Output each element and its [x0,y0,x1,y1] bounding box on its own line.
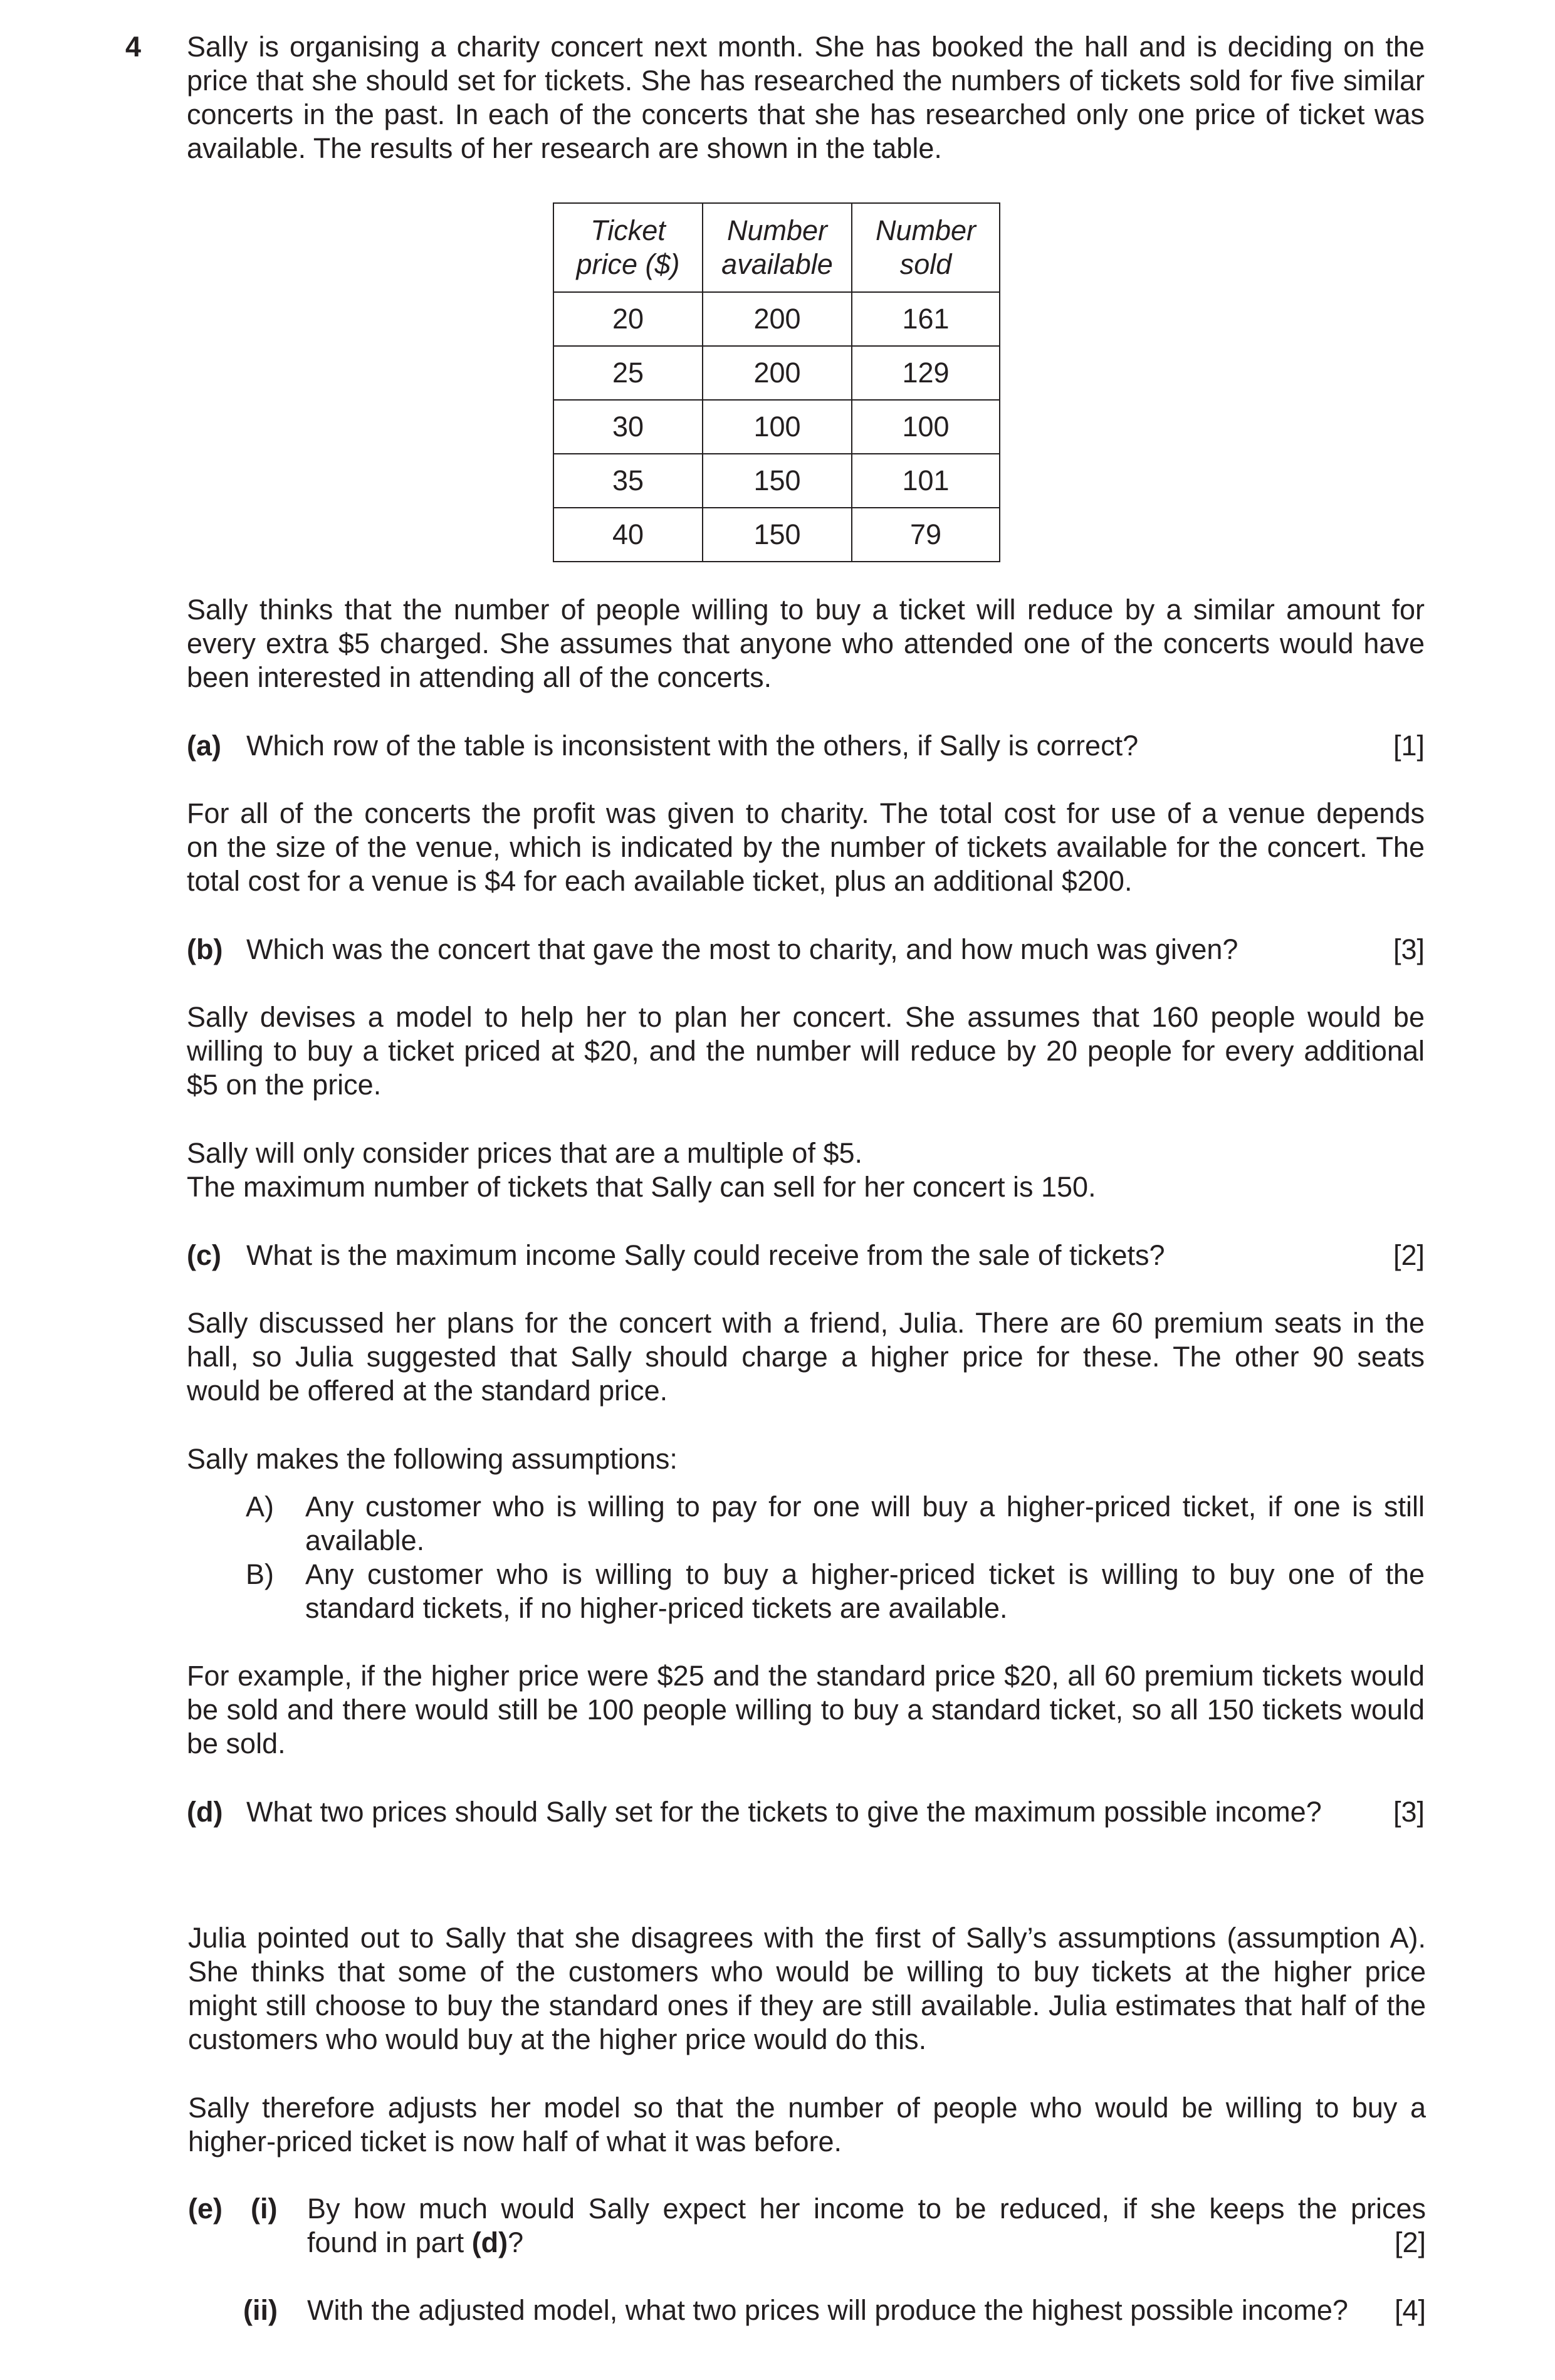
question-label: (b) [187,933,223,965]
table-cell: 150 [703,454,852,508]
text-line: available. [305,1524,425,1556]
text-line: Sally discussed her plans for the concert with a friend, Julia. There are 60 premium seats in the [187,1307,1425,1339]
table-cell: 40 [553,508,703,562]
table-header-row [553,203,1000,292]
text-line: Sally devises a model to help her to plan her concert. She assumes that 160 people would be [187,1001,1425,1033]
question-number: 4 [125,31,142,63]
text-line: The maximum number of tickets that Sally can sell for her concert is 150. [187,1171,1096,1203]
text-line: customers who would buy at the higher price would do this. [188,2023,927,2055]
text-line: concerts in the past. In each of the concerts that she has researched only one price of ticket was [187,98,1425,130]
text-line: $5 on the price. [187,1069,382,1101]
table-cell: 35 [553,454,703,508]
text-line: might still choose to buy the standard ones if they are still available. Julia estimates that half of the [188,1989,1426,2021]
paragraph-adjusted-model [188,2091,1426,2159]
question-label: (a) [187,730,221,762]
question-marks: [1] [1393,730,1425,762]
text-line: Sally is organising a charity concert next month. She has booked the hall and is deciding on the [187,31,1425,63]
table-cell: 30 [553,400,703,454]
text-line: She thinks that some of the customers who would be willing to buy tickets at the higher price [188,1956,1426,1988]
question-text: What is the maximum income Sally could receive from the sale of tickets? [246,1239,1165,1271]
table-row [553,346,1000,400]
table-cell: 100 [852,400,1000,454]
question-marks: [3] [1393,1796,1425,1828]
question-text: Which row of the table is inconsistent with the others, if Sally is correct? [246,730,1139,762]
text-line: every extra $5 charged. She assumes that anyone who attended one of the concerts would have [187,627,1425,659]
question-sub-label: (ii) [243,2294,278,2326]
text-line: By how much would Sally expect her income to be reduced, if she keeps the prices [307,2193,1426,2225]
text-line: willing to buy a ticket priced at $20, and the number will reduce by 20 people for every additional [187,1035,1425,1067]
ticket-research-table [553,202,1000,562]
question-text: Which was the concert that gave the most to charity, and how much was given? [246,933,1238,965]
table-cell: 100 [703,400,852,454]
paragraph-example [187,1659,1425,1761]
text-line: total cost for a venue is $4 for each available ticket, plus an additional $200. [187,865,1133,897]
header-number-available: Number available [703,203,852,292]
table-cell: 200 [703,292,852,346]
question-label: (c) [187,1239,221,1271]
question-marks: [4] [1394,2294,1426,2326]
text-line: be sold. [187,1727,286,1759]
header-number-sold: Number sold [852,203,1000,292]
paragraph-constraints [187,1136,1425,1204]
paragraph-sally-thinks [187,593,1425,695]
table-cell: 150 [703,508,852,562]
paragraph-julia-disagrees [188,1921,1426,2057]
question-label: (d) [187,1796,223,1828]
text-line: found in part (d)? [307,2226,524,2258]
text-line: be sold and there would still be 100 people willing to buy a standard ticket, so all 150 tickets would [187,1694,1425,1726]
text-line: standard tickets, if no higher-priced tickets are available. [305,1592,1008,1624]
table-row [553,454,1000,508]
table-cell: 129 [852,346,1000,400]
text-line: Sally will only consider prices that are a multiple of $5. [187,1137,863,1169]
table-cell: 200 [703,346,852,400]
paragraph-julia [187,1306,1425,1408]
text-line: Any customer who is willing to pay for one will buy a higher-priced ticket, if one is still [305,1491,1425,1523]
table-cell: 20 [553,292,703,346]
text-line: For example, if the higher price were $25 and the standard price $20, all 60 premium tickets would [187,1660,1425,1692]
paragraph-assumptions-intro [187,1442,1425,1476]
question-text: What two prices should Sally set for the tickets to give the maximum possible income? [246,1796,1322,1828]
question-e-i [307,2192,1426,2260]
question-text: With the adjusted model, what two prices will produce the highest possible income? [307,2294,1348,2326]
text-line: would be offered at the standard price. [187,1375,668,1407]
text-line: available. The results of her research are shown in the table. [187,132,942,164]
table-cell: 101 [852,454,1000,508]
table-cell: 161 [852,292,1000,346]
assumption-label: B) [246,1558,274,1590]
question-marks: [3] [1393,933,1425,965]
table-cell: 25 [553,346,703,400]
text-line: on the size of the venue, which is indicated by the number of tickets available for the concert. The [187,831,1425,863]
assumption-label: A) [246,1491,274,1523]
table-cell: 79 [852,508,1000,562]
header-ticket-price: Ticket price ($) [553,203,703,292]
text-line: hall, so Julia suggested that Sally should charge a higher price for these. The other 90 seats [187,1341,1425,1373]
paragraph-venue-cost [187,797,1425,898]
question-marks: [2] [1393,1239,1425,1271]
table-row [553,400,1000,454]
text-line: Sally makes the following assumptions: [187,1443,678,1475]
text-line: been interested in attending all of the concerts. [187,661,772,693]
question-sub-label: (i) [251,2193,278,2225]
intro-paragraph [187,30,1425,165]
table-row [553,292,1000,346]
table-row [553,508,1000,562]
paragraph-model [187,1000,1425,1102]
text-line: higher-priced ticket is now half of what it was before. [188,2126,842,2157]
text-line: Sally therefore adjusts her model so that the number of people who would be willing to buy a [188,2092,1426,2124]
text-line: Julia pointed out to Sally that she disagrees with the first of Sally’s assumptions (assumption A). [188,1922,1426,1954]
text-line: Any customer who is willing to buy a higher-priced ticket is willing to buy one of the [305,1558,1425,1590]
question-label: (e) [188,2193,223,2225]
text-line: price that she should set for tickets. She has researched the numbers of tickets sold for five similar [187,65,1425,97]
text-line: For all of the concerts the profit was given to charity. The total cost for use of a venue depends [187,797,1425,829]
question-marks: [2] [1394,2226,1426,2258]
text-line: Sally thinks that the number of people willing to buy a ticket will reduce by a similar amount for [187,594,1425,626]
